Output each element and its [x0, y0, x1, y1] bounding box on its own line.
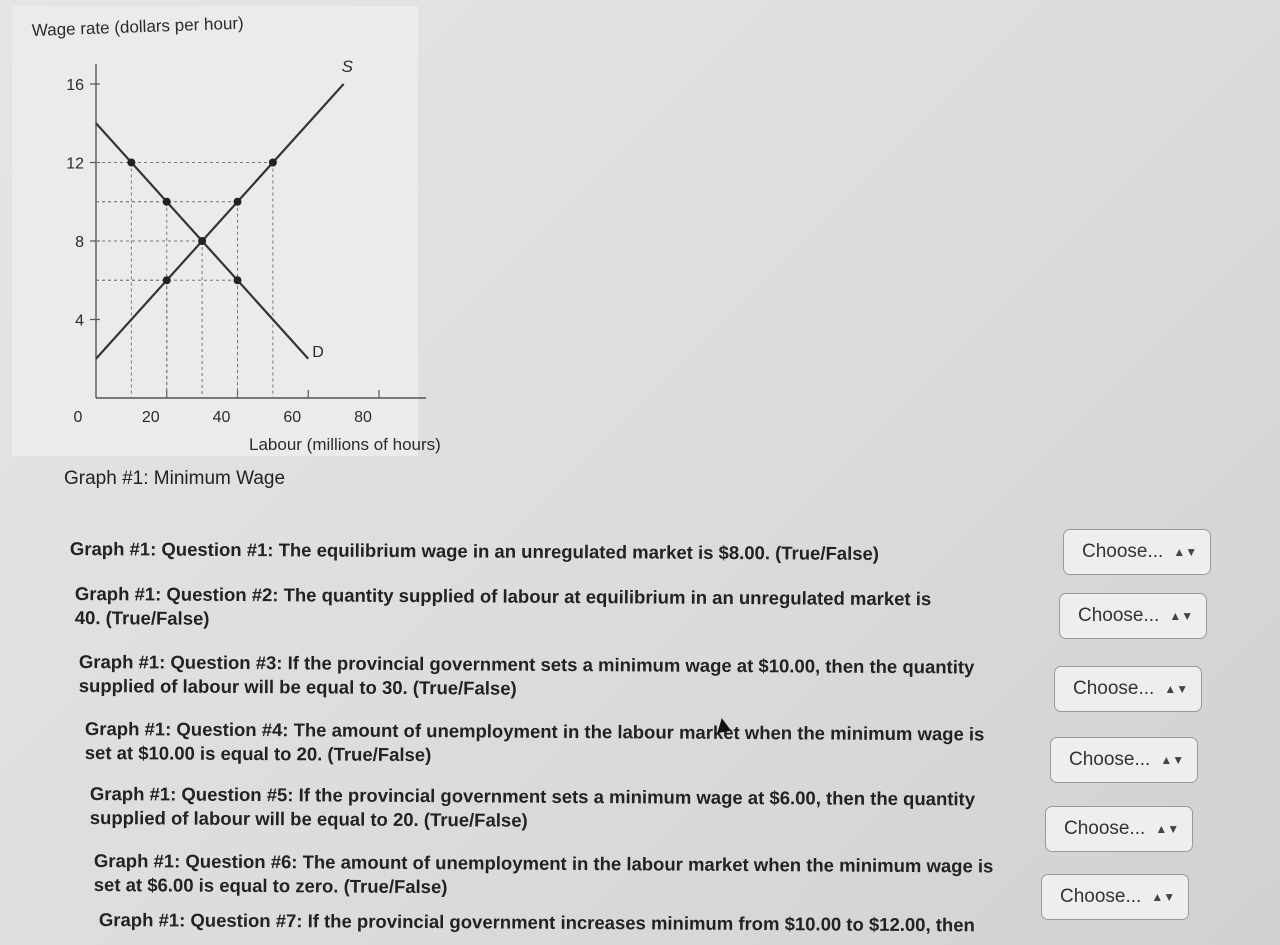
question-text: supplied of labour will be equal to 30. (True/False): [78, 674, 517, 699]
question-text: Graph #1: Question #6: The amount of unemployment in the labour market when the minimum wage is: [93, 850, 994, 877]
question-text: Graph #1: Question #4: The amount of unemployment in the labour market when the minimum wage is: [84, 718, 985, 745]
y-tick-label: 16: [66, 77, 84, 94]
question-text: Graph #1: Question #3: If the provincial government sets a minimum wage at $10.00, then the quantity: [78, 651, 975, 678]
chevron-updown-icon: ▲▼: [1169, 609, 1194, 623]
question-text: supplied of labour will be equal to 20. (True/False): [89, 806, 528, 831]
x-tick-label: 40: [212, 409, 231, 426]
data-point: [234, 198, 242, 206]
x-tick-label: 20: [141, 409, 160, 426]
question-6: [94, 849, 1054, 903]
question-text: Graph #1: Question #7: If the provincial government increases minimum from $10.00 to $12.00, then: [98, 909, 975, 936]
data-point: [198, 237, 206, 245]
chevron-updown-icon: ▲▼: [1155, 822, 1180, 836]
data-point: [163, 276, 171, 284]
question-3: [79, 650, 1039, 704]
minimum-wage-graph: [12, 6, 441, 456]
question-text: set at $6.00 is equal to zero. (True/False): [93, 873, 448, 898]
chevron-updown-icon: ▲▼: [1173, 545, 1198, 559]
y-tick-label: 12: [66, 155, 84, 173]
x-tick-label: 60: [283, 409, 302, 426]
question-text: Graph #1: Question #1: The equilibrium wage in an unregulated market is $8.00. (True/False): [69, 538, 880, 564]
y-tick-label: 8: [75, 234, 84, 251]
answer-select-4[interactable]: [1050, 737, 1198, 783]
question-text: Graph #1: Question #5: If the provincial government sets a minimum wage at $6.00, then the quantity: [89, 783, 976, 810]
answer-select-1[interactable]: [1063, 529, 1211, 575]
select-value: Choose...: [1060, 886, 1142, 907]
select-value: Choose...: [1073, 678, 1155, 699]
y-axis-title: Wage rate (dollars per hour): [31, 13, 244, 40]
supply-label: S: [341, 57, 353, 76]
chevron-updown-icon: ▲▼: [1164, 682, 1189, 696]
supply-line: [96, 84, 344, 359]
question-4: [85, 717, 1045, 771]
answer-select-6[interactable]: [1041, 874, 1189, 920]
select-value: Choose...: [1078, 605, 1160, 626]
question-7: [99, 908, 1059, 938]
answer-select-2[interactable]: [1059, 593, 1207, 639]
select-value: Choose...: [1064, 818, 1146, 839]
question-5: [90, 782, 1050, 836]
graph-caption: Graph #1: Minimum Wage: [64, 468, 286, 489]
question-2: [75, 582, 1035, 636]
question-1: [70, 537, 1030, 567]
mouse-cursor-icon: [715, 717, 731, 733]
question-text: Graph #1: Question #2: The quantity supplied of labour at equilibrium in an unregulated market is: [74, 583, 932, 610]
x-axis-title: Labour (millions of hours): [249, 435, 441, 454]
data-point: [234, 276, 242, 284]
data-point: [269, 159, 277, 167]
question-text: set at $10.00 is equal to 20. (True/False): [84, 741, 432, 766]
data-point: [163, 198, 171, 206]
select-value: Choose...: [1069, 749, 1151, 770]
y-tick-label: 4: [75, 312, 84, 330]
x-tick-label: 0: [73, 409, 83, 426]
chevron-updown-icon: ▲▼: [1151, 890, 1176, 904]
answer-select-3[interactable]: [1054, 666, 1202, 712]
chevron-updown-icon: ▲▼: [1160, 753, 1185, 767]
answer-select-5[interactable]: [1045, 806, 1193, 852]
question-text: 40. (True/False): [74, 606, 210, 629]
wage-chart: [12, 6, 442, 466]
data-point: [127, 159, 135, 167]
x-tick-label: 80: [354, 409, 372, 426]
demand-label: D: [312, 343, 324, 361]
select-value: Choose...: [1082, 541, 1164, 562]
